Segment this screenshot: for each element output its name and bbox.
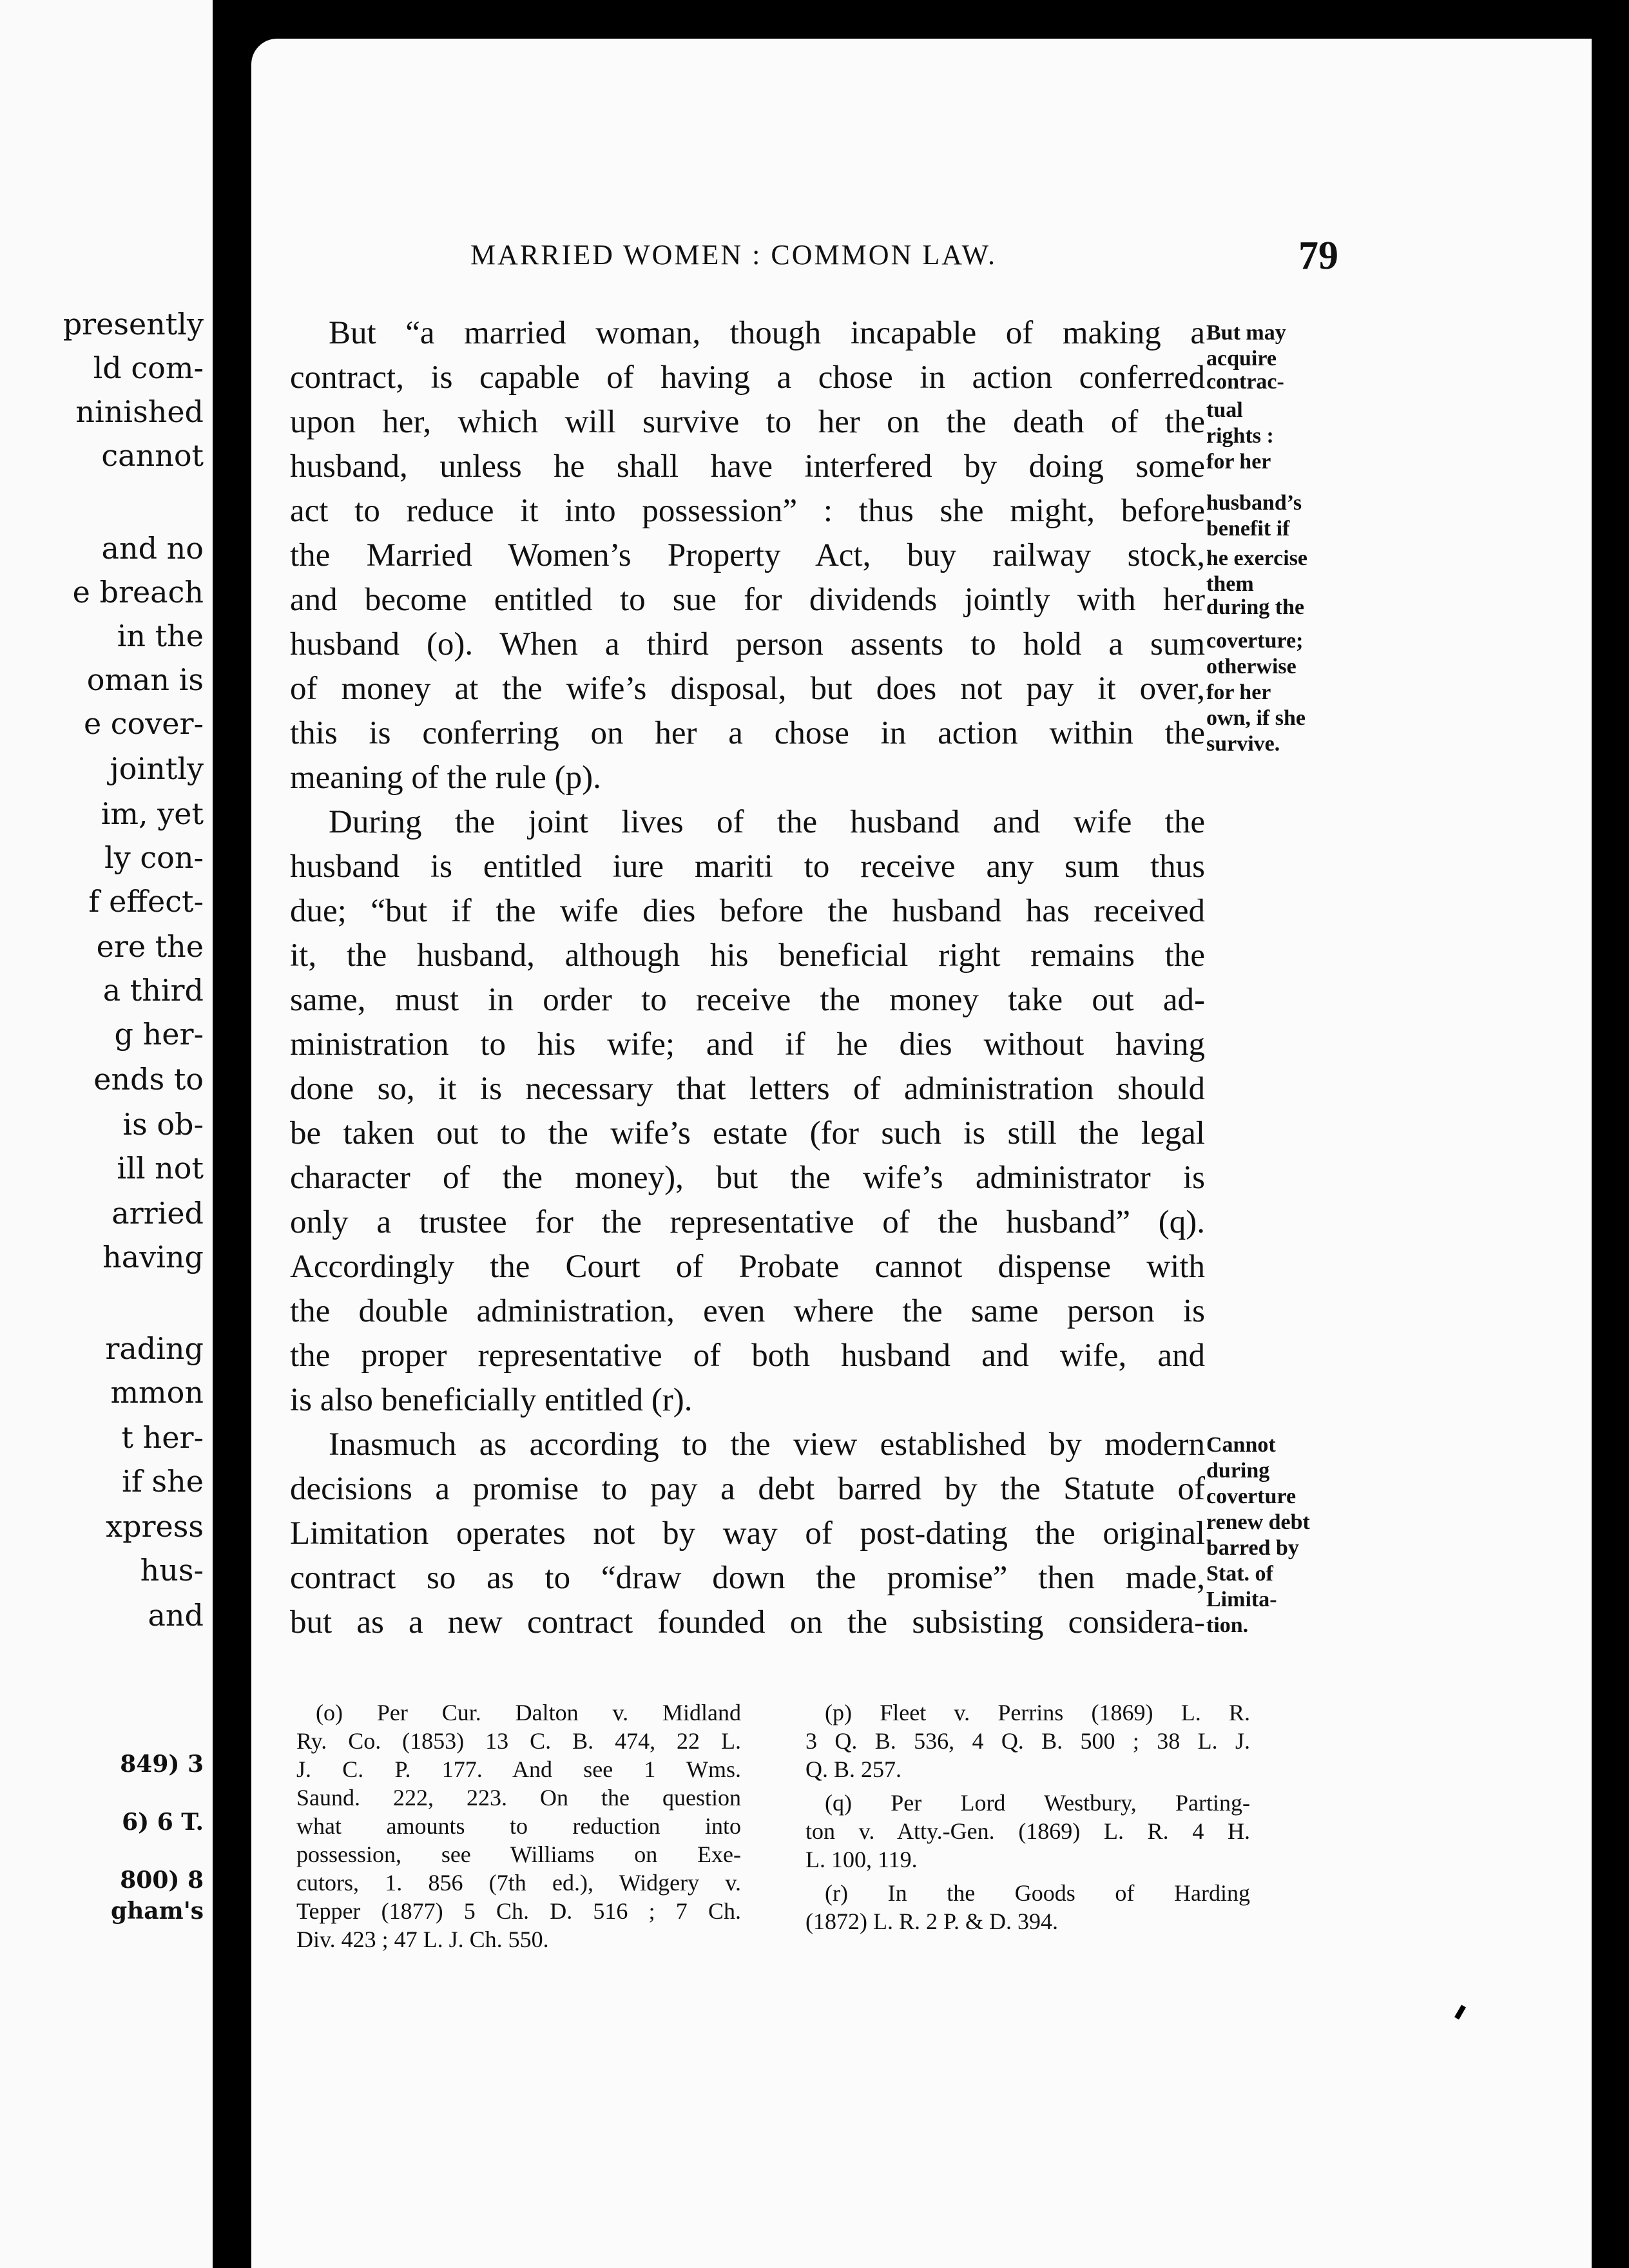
- margin-note-line: own, if she: [1206, 706, 1306, 730]
- margin-note-line: for her: [1206, 450, 1271, 474]
- footnote-line: (1872) L. R. 2 P. & D. 394.: [805, 1908, 1059, 1934]
- footnote-line: what amounts to reduction into: [296, 1813, 741, 1839]
- footnote-line: J. C. P. 177. And see 1 Wms.: [296, 1756, 741, 1782]
- facing-line: is ob-: [122, 1107, 204, 1142]
- margin-note-line: But may: [1206, 321, 1286, 345]
- text-line: due; “but if the wife dies before the husband has received: [290, 893, 1205, 929]
- facing-line: g her-: [114, 1017, 204, 1052]
- facing-line: hus-: [140, 1553, 204, 1588]
- margin-note-line: benefit if: [1206, 517, 1290, 541]
- margin-note-line: during: [1206, 1459, 1270, 1483]
- facing-footnote: 6) 6 T.: [122, 1809, 204, 1836]
- facing-line: e breach: [72, 575, 204, 610]
- facing-line: if she: [122, 1464, 204, 1499]
- footnote-line: Div. 423 ; 47 L. J. Ch. 550.: [296, 1927, 549, 1952]
- margin-note-line: Stat. of: [1206, 1562, 1273, 1586]
- margin-note-line: them: [1206, 572, 1254, 596]
- text-line: is also beneficially entitled (r).: [290, 1382, 693, 1418]
- footnote-line: Tepper (1877) 5 Ch. D. 516 ; 7 Ch.: [296, 1898, 741, 1924]
- facing-line: rading: [105, 1331, 204, 1366]
- text-line: husband, unless he shall have interfered by doing some: [290, 448, 1205, 485]
- facing-line: ninished: [75, 394, 204, 429]
- margin-note-line: during the: [1206, 595, 1305, 619]
- footnote-line: 3 Q. B. 536, 4 Q. B. 500 ; 38 L. J.: [805, 1728, 1250, 1754]
- text-line: character of the money), but the wife’s administrator is: [290, 1160, 1205, 1196]
- text-line: this is conferring on her a chose in action within the: [290, 715, 1205, 751]
- facing-line: and no: [101, 531, 204, 566]
- margin-note-line: husband’s: [1206, 491, 1302, 515]
- facing-line: presently: [63, 307, 204, 341]
- text-line: the double administration, even where the same person is: [290, 1293, 1205, 1329]
- book-page: [251, 39, 1592, 2268]
- margin-note-line: coverture;: [1206, 629, 1304, 653]
- facing-line: ere the: [96, 929, 204, 964]
- text-line: meaning of the rule (p).: [290, 760, 601, 796]
- page-header: [251, 234, 1592, 284]
- margin-note-line: coverture: [1206, 1485, 1296, 1508]
- running-title: MARRIED WOMEN : COMMON LAW.: [470, 239, 997, 271]
- text-line: and become entitled to sue for dividends jointly with her: [290, 582, 1205, 618]
- margin-note-line: rights :: [1206, 424, 1274, 448]
- facing-line: oman is: [86, 662, 204, 697]
- facing-page-fragment: [0, 0, 213, 2268]
- footnote-line: (o) Per Cur. Dalton v. Midland: [316, 1700, 741, 1725]
- facing-line: t her-: [121, 1420, 204, 1455]
- margin-note-line: barred by: [1206, 1536, 1299, 1560]
- text-line: Accordingly the Court of Probate cannot dispense with: [290, 1249, 1205, 1285]
- text-line: it, the husband, although his beneficial right remains the: [290, 937, 1205, 974]
- text-line: of money at the wife’s disposal, but does not pay it over,: [290, 671, 1205, 707]
- facing-line: cannot: [101, 438, 204, 473]
- margin-note-line: tion.: [1206, 1613, 1249, 1637]
- facing-footnote: 849) 3: [120, 1751, 204, 1778]
- facing-line: ld com-: [93, 351, 204, 385]
- facing-footnote: gham's: [110, 1898, 204, 1925]
- text-line: done so, it is necessary that letters of administration should: [290, 1071, 1205, 1107]
- text-line: decisions a promise to pay a debt barred by the Statute of: [290, 1471, 1205, 1507]
- margin-note-line: Cannot: [1206, 1433, 1276, 1457]
- page-number: 79: [1298, 234, 1338, 278]
- footnote-line: ton v. Atty.-Gen. (1869) L. R. 4 H.: [805, 1818, 1250, 1844]
- facing-line: mmon: [110, 1375, 204, 1410]
- margin-note-line: renew debt: [1206, 1510, 1310, 1534]
- facing-line: ill not: [117, 1151, 204, 1186]
- footnote-line: possession, see Williams on Exe-: [296, 1841, 741, 1867]
- facing-line: im, yet: [101, 796, 204, 831]
- text-line: the Married Women’s Property Act, buy railway stock,: [290, 537, 1205, 573]
- facing-line: f effect-: [88, 884, 204, 919]
- text-line: But “a married woman, though incapable of making a: [329, 315, 1205, 351]
- footnote-line: (q) Per Lord Westbury, Parting-: [825, 1790, 1250, 1816]
- footnote-line: (r) In the Goods of Harding: [825, 1880, 1250, 1906]
- margin-note-line: acquire: [1206, 347, 1277, 370]
- footnote-line: Q. B. 257.: [805, 1756, 902, 1782]
- text-line: act to reduce it into possession” : thus she might, before: [290, 493, 1205, 529]
- facing-line: a third: [102, 973, 204, 1008]
- text-line: same, must in order to receive the money take out ad-: [290, 982, 1205, 1018]
- text-line: Inasmuch as according to the view established by modern: [329, 1427, 1205, 1463]
- margin-note-line: for her: [1206, 680, 1271, 704]
- text-line: ministration to his wife; and if he dies without having: [290, 1026, 1205, 1062]
- facing-line: xpress: [106, 1509, 204, 1544]
- footnote-line: cutors, 1. 856 (7th ed.), Widgery v.: [296, 1870, 741, 1896]
- margin-note-line: contrac-: [1206, 370, 1284, 394]
- facing-line: arried: [111, 1196, 204, 1231]
- facing-line: ly con-: [104, 840, 204, 875]
- text-line: Limitation operates not by way of post-dating the original: [290, 1515, 1205, 1552]
- text-line: upon her, which will survive to her on the death of the: [290, 404, 1205, 440]
- margin-note-line: tual: [1206, 398, 1243, 422]
- text-line: the proper representative of both husband and wife, and: [290, 1338, 1205, 1374]
- text-line: be taken out to the wife’s estate (for such is still the legal: [290, 1115, 1205, 1151]
- footnote-line: (p) Fleet v. Perrins (1869) L. R.: [825, 1700, 1250, 1725]
- text-line: husband (o). When a third person assents to hold a sum: [290, 626, 1205, 662]
- margin-note-line: he exercise: [1206, 546, 1308, 570]
- footnote-line: Saund. 222, 223. On the question: [296, 1785, 741, 1811]
- facing-line: having: [102, 1240, 204, 1274]
- footnote-line: Ry. Co. (1853) 13 C. B. 474, 22 L.: [296, 1728, 741, 1754]
- footnote-line: L. 100, 119.: [805, 1847, 918, 1872]
- facing-line: and: [148, 1598, 204, 1633]
- margin-note-line: otherwise: [1206, 655, 1296, 678]
- facing-line: in the: [117, 619, 204, 653]
- text-line: husband is entitled iure mariti to receive any sum thus: [290, 849, 1205, 885]
- facing-line: e cover-: [83, 706, 204, 741]
- facing-footnote: 800) 8: [120, 1867, 204, 1894]
- facing-line: jointly: [110, 751, 204, 786]
- text-line: During the joint lives of the husband and wife the: [329, 804, 1205, 840]
- facing-line: ends to: [93, 1062, 204, 1097]
- text-line: contract so as to “draw down the promise” then made,: [290, 1560, 1205, 1596]
- margin-note-line: Limita-: [1206, 1588, 1277, 1611]
- text-line: contract, is capable of having a chose in action conferred: [290, 360, 1205, 396]
- text-line: only a trustee for the representative of the husband” (q).: [290, 1204, 1205, 1240]
- text-line: but as a new contract founded on the subsisting considera-: [290, 1604, 1205, 1640]
- margin-note-line: survive.: [1206, 732, 1280, 756]
- book-gutter: [213, 0, 251, 2268]
